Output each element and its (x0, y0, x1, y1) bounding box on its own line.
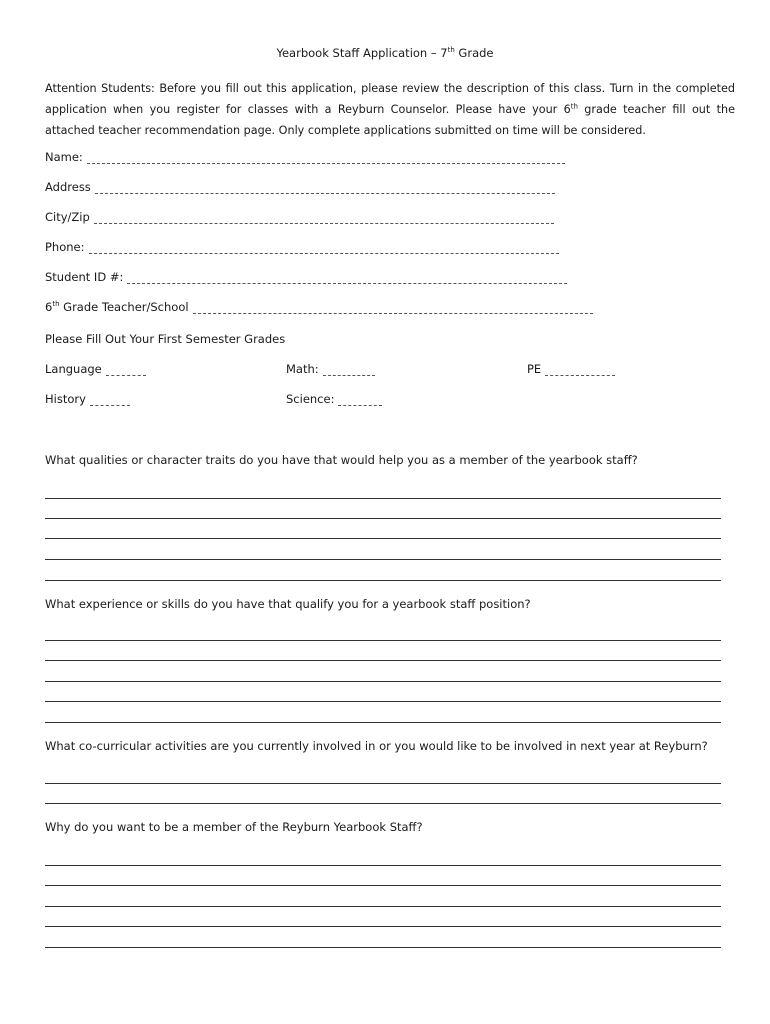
answer-line[interactable] (45, 559, 721, 560)
name-blank[interactable] (87, 153, 565, 164)
student-id-blank[interactable] (127, 273, 567, 284)
address-label: Address (45, 180, 91, 194)
answer-line[interactable] (45, 803, 721, 804)
intro-sup: th (570, 102, 578, 111)
teacher-suffix: Grade Teacher/School (59, 300, 189, 314)
teacher-school-label (45, 300, 189, 314)
teacher-sup: th (52, 300, 60, 309)
science-label: Science: (286, 392, 335, 406)
intro-part1: Attention Students: Before you fill out this application, please review the description of this class. Turn in the completed application when you register for classes with a Reyburn Counselor. Please have your 6 (45, 82, 735, 116)
city-zip-field[interactable] (45, 210, 554, 224)
history-grade[interactable] (45, 392, 130, 406)
title-text: Yearbook Staff Application – 7 (276, 46, 448, 60)
answer-line[interactable] (45, 580, 721, 581)
language-label: Language (45, 362, 102, 376)
grades-heading: Please Fill Out Your First Semester Grades (45, 332, 286, 346)
teacher-school-field[interactable] (45, 300, 593, 314)
science-blank[interactable] (338, 395, 382, 406)
question-why: Why do you want to be a member of the Reyburn Yearbook Staff? (45, 820, 423, 834)
phone-label: Phone: (45, 240, 85, 254)
address-blank[interactable] (95, 183, 555, 194)
language-blank[interactable] (106, 365, 146, 376)
answer-line[interactable] (45, 783, 721, 784)
answer-line[interactable] (45, 926, 721, 927)
answer-line[interactable] (45, 701, 721, 702)
question-activities: What co-curricular activities are you currently involved in or you would like to be involved in next year at Reyburn? (45, 739, 708, 753)
answer-line[interactable] (45, 885, 721, 886)
name-label: Name: (45, 150, 83, 164)
student-id-label: Student ID #: (45, 270, 124, 284)
page-title (0, 46, 770, 60)
title-suffix: Grade (454, 46, 494, 60)
answer-line[interactable] (45, 538, 721, 539)
name-field[interactable] (45, 150, 565, 164)
student-id-field[interactable] (45, 270, 567, 284)
language-grade[interactable] (45, 362, 146, 376)
answer-line[interactable] (45, 947, 721, 948)
history-blank[interactable] (90, 395, 130, 406)
answer-line[interactable] (45, 865, 721, 866)
intro-paragraph (45, 78, 735, 141)
math-label: Math: (286, 362, 319, 376)
title-sup: th (447, 46, 455, 55)
answer-line[interactable] (45, 498, 721, 499)
answer-line[interactable] (45, 722, 721, 723)
pe-label: PE (527, 362, 542, 376)
question-experience: What experience or skills do you have that qualify you for a yearbook staff position? (45, 597, 531, 611)
math-blank[interactable] (323, 365, 375, 376)
teacher-school-blank[interactable] (193, 303, 593, 314)
teacher-prefix: 6 (45, 300, 53, 314)
pe-blank[interactable] (545, 365, 615, 376)
city-zip-label: City/Zip (45, 210, 90, 224)
science-grade[interactable] (286, 392, 382, 406)
question-qualities: What qualities or character traits do you have that would help you as a member of the yearbook staff? (45, 453, 638, 467)
address-field[interactable] (45, 180, 555, 194)
answer-line[interactable] (45, 640, 721, 641)
math-grade[interactable] (286, 362, 375, 376)
phone-blank[interactable] (89, 243, 559, 254)
phone-field[interactable] (45, 240, 559, 254)
answer-line[interactable] (45, 660, 721, 661)
answer-line[interactable] (45, 518, 721, 519)
city-zip-blank[interactable] (94, 213, 554, 224)
answer-line[interactable] (45, 906, 721, 907)
history-label: History (45, 392, 86, 406)
intro-part2: grade teacher fill out the attached teacher recommendation page. Only complete applications submitted on time will be considered. (45, 103, 735, 137)
pe-grade[interactable] (527, 362, 615, 376)
answer-line[interactable] (45, 681, 721, 682)
